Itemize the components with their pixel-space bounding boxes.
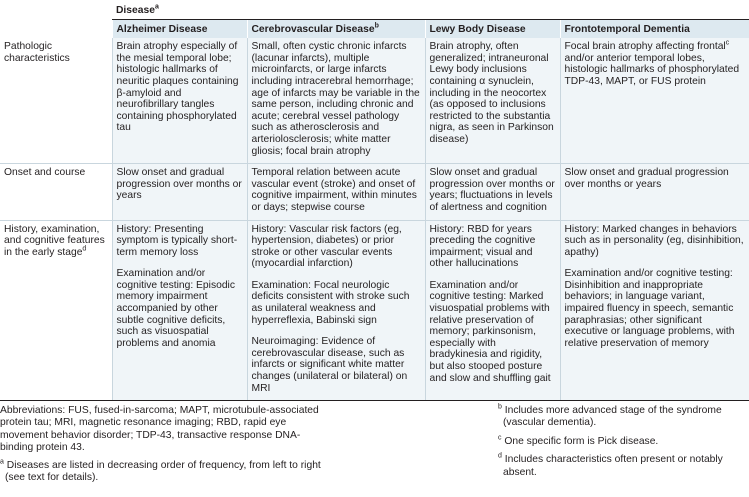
- col-header-frontotemporal: Frontotemporal Dementia: [560, 19, 749, 38]
- table-row-history: [0, 220, 749, 401]
- footnote-c: $^c$ One specific form is Pick disease.: [498, 434, 659, 447]
- cell-pathologic-cerebrovascular: Small, often cystic chronic infarcts (lacunar infarcts), multiple microinfarcts, or large infarcts including intracerebral hemorrhage; age of infarcts may be variable in the same person, including chronic and acute; cerebral vessel pathology such as atherosclerosis and arteriolosclerosis; white matter gliosis; focal brain atrophy: [247, 38, 425, 163]
- group-header-row: [0, 0, 749, 19]
- column-header-row: [0, 19, 749, 38]
- cell-history-frontotemporal: History: Marked changes in behaviors such as in personality (eg, disinhibition, apathy) Examination and/or cognitive testing: Disinhibition and inappropriate behaviors; in language variant, impaired fluency in speech, semantic paraphrasias; other significant executive or language problems, with relative preservation of memory: [560, 220, 749, 401]
- col-header-cerebrovascular: Cerebrovascular Disease$^b$: [247, 19, 425, 38]
- cell-history-cerebrovascular: History: Vascular risk factors (eg, hypertension, diabetes) or prior stroke or other vascular events (myocardial infarction) Examination: Focal neurologic deficits consistent with stroke such as unilateral weakness and hyperreflexia, Babinski sign Neuroimaging: Evidence of cerebrovascular disease, such as infarcts or significant white matter changes (unilateral or bilateral) on MRI: [247, 220, 425, 401]
- footnote-b: $^b$ Includes more advanced stage of the syndrome (vascular dementia).: [498, 403, 722, 429]
- table-row-onset: [0, 164, 749, 220]
- col-header-alzheimer: Alzheimer Disease: [112, 19, 247, 38]
- cell-onset-lewy: Slow onset and gradual progression over months or years; fluctuations in levels of alertness and cognition: [425, 164, 560, 220]
- footnote-d: $^d$ Includes characteristics often present or notably absent.: [498, 452, 723, 478]
- cell-onset-alzheimer: Slow onset and gradual progression over months or years: [112, 164, 247, 220]
- footnote-abbreviations: Abbreviations: FUS, fused-in-sarcoma; MAPT, microtubule-associated protein tau; MRI, magnetic resonance imaging; RBD, rapid eye movement behavior disorder; TDP-43, transactive response DNA-binding protein 43.: [0, 405, 319, 454]
- disease-group-header: Disease$^a$: [112, 0, 749, 19]
- cell-pathologic-alzheimer: Brain atrophy especially of the mesial temporal lobe; histologic hallmarks of neuritic plaques containing β-amyloid and neurofibrillary tangles containing phosphorylated tau: [112, 38, 247, 163]
- cell-pathologic-frontotemporal: Focal brain atrophy affecting frontal$^c$ and/or anterior temporal lobes, histologic hallmarks of phosphorylated TDP-43, MAPT, or FUS protein: [560, 38, 749, 163]
- table-row-pathologic: [0, 38, 749, 163]
- row-label-onset: Onset and course: [0, 164, 112, 220]
- footnote-a: $^a$ Diseases are listed in decreasing order of frequency, from left to right (see text for details).: [0, 458, 321, 484]
- cell-history-alzheimer: History: Presenting symptom is typically short-term memory loss Examination and/or cognitive testing: Episodic memory impairment accompanied by other subtle cognitive deficits, such as visuospatial problems and anomia: [112, 220, 247, 401]
- cell-pathologic-lewy: Brain atrophy, often generalized; intraneuronal Lewy body inclusions containing α synuclein, including in the neocortex (as opposed to inclusions restricted to the substantia nigra, as seen in Parkinson disease): [425, 38, 560, 163]
- cell-onset-cerebrovascular: Temporal relation between acute vascular event (stroke) and onset of cognitive impairment, within minutes or days; stepwise course: [247, 164, 425, 220]
- col-header-lewy-body: Lewy Body Disease: [425, 19, 560, 38]
- footnotes-left: [0, 405, 322, 489]
- cell-history-lewy: History: RBD for years preceding the cognitive impairment; visual and other hallucinations Examination and/or cognitive testing: Marked visuospatial problems with relative preservation of memory; parkinsonism, especially with bradykinesia and rigidity, but also stooped posture and slow and shuffling gait: [425, 220, 560, 401]
- row-label-pathologic: Pathologic characteristics: [0, 38, 112, 163]
- row-label-history: History, examination, and cognitive features in the early stage$^d$: [0, 220, 112, 401]
- footnotes-right: [498, 405, 748, 485]
- cell-onset-frontotemporal: Slow onset and gradual progression over months or years: [560, 164, 749, 220]
